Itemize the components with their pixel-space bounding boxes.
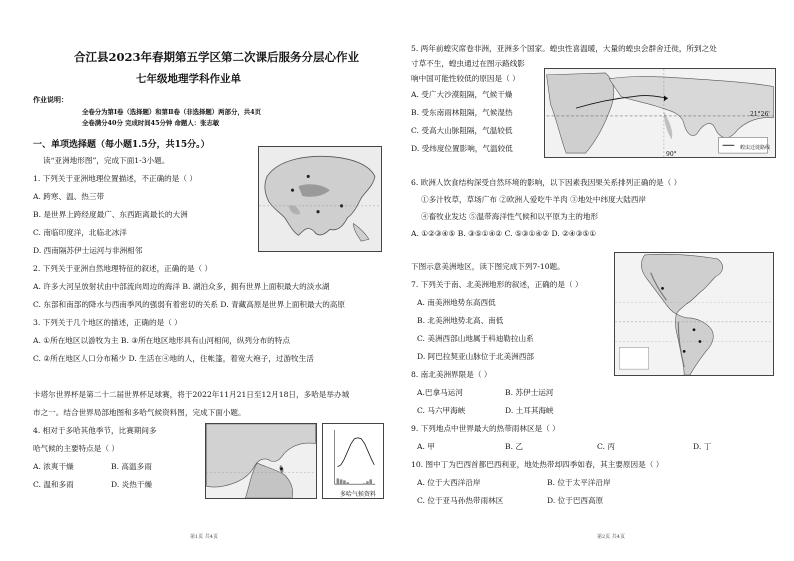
q7-option-c: C. 美洲西部山地属于科迪勒拉山系 xyxy=(417,334,534,343)
page-1-footer: 第1页 共4页 xyxy=(190,534,218,540)
exam-subtitle: 七年级地理学科作业单 xyxy=(136,73,241,85)
question-9: 9. 下列地点中世界最大的热带雨林区是（ ） xyxy=(411,424,560,433)
q8-option-d: D. 土耳其海峡 xyxy=(505,406,554,415)
qatar-paragraph-line-2: 市之一。结合世界局部地图和多哈气候资料图，完成下面小题。 xyxy=(33,408,246,417)
map5-longitude-label: 90° xyxy=(666,151,677,158)
q10-option-c: C. 位于亚马孙热带雨林区 xyxy=(417,496,504,505)
q5-option-c: C. 受高大山脉阻隔，气温较低 xyxy=(411,126,513,135)
q9-option-a: A. 甲 xyxy=(417,442,435,451)
instructions-line-1: 全卷分为第Ⅰ卷（选择题）和第Ⅱ卷（非选择题）两部分，共4页 xyxy=(82,108,261,116)
q2-options-ab: A. 许多大河呈放射状由中部流向周边的海洋 B. 湖泊众多，拥有世界上面积最大的淡水湖 xyxy=(33,282,330,291)
q4-option-c: C. 温和多雨 xyxy=(33,480,74,489)
qatar-paragraph-line-1: 卡塔尔世界杯是第二十二届世界杯足球赛，将于2022年11月21日至12月18日，多哈是举办城 xyxy=(33,390,350,399)
q8-option-a: A.巴拿马运河 xyxy=(417,388,463,397)
climate-chart-caption: 多哈气候资料 xyxy=(340,491,377,498)
exam-title: 合江县2023年春期第五学区第二次课后服务分层心作业 xyxy=(74,50,360,64)
q5-option-b: B. 受东南雨林阻隔，气候湿热 xyxy=(411,108,513,117)
q4-option-d: D. 炎热干燥 xyxy=(111,480,153,489)
q10-option-a: A. 位于大西洋沿岸 xyxy=(417,478,481,487)
middle-east-map-drawing xyxy=(206,424,316,498)
q7-option-a: A. 南美洲地势东高西低 xyxy=(417,298,496,307)
question-4: 4. 相对于多哈其他季节，比赛期间多 xyxy=(33,426,157,435)
q10-option-d: D. 位于巴西高原 xyxy=(547,496,604,505)
intro-q7-10: 下图示意美洲地区，读下图完成下列7-10题。 xyxy=(411,262,565,271)
americas-map-drawing xyxy=(615,253,773,375)
doha-climate-chart xyxy=(322,423,384,499)
q1-option-c: C. 南临印度洋，北临北冰洋 xyxy=(33,228,127,237)
question-3: 3. 下列关于几个地区的描述，正确的是（ ） xyxy=(33,318,182,327)
q6-options: A. ①②③④⑤ B. ③⑤①④② C. ⑤③①④② D. ②④③⑤① xyxy=(411,229,597,238)
q9-option-c: C. 丙 xyxy=(597,442,615,451)
intro-q1-3: 读“亚洲地形图”，完成下面1-3小题。 xyxy=(43,156,170,165)
q6-statements-1: ①多汁牧草，草场广布 ②欧洲人爱吃牛羊肉 ③地处中纬度大陆西岸 xyxy=(421,195,647,204)
q5-option-a: A. 受广大沙漠阻隔，气候干燥 xyxy=(411,90,513,99)
asia-map xyxy=(258,146,382,252)
americas-map xyxy=(614,252,774,376)
question-5-line-1: 5. 两年前蝗灾席卷非洲，亚洲多个国家。蝗虫性喜温暖，大量的蝗虫会群舍迁徙，所到之处 xyxy=(411,44,717,53)
question-2: 2. 下列关于亚洲自然地理特征的叙述，正确的是（ ） xyxy=(33,264,213,273)
section-1-heading: 一、单项选择题（每小题1.5分，共15分。） xyxy=(33,140,210,150)
q3-options-ab: A. ①所在地区以游牧为主 B. ③所在地区地形具有山河相间，纵列分布的特点 xyxy=(33,336,290,345)
q10-option-b: B. 位于太平洋沿岸 xyxy=(547,478,611,487)
q9-option-b: B. 乙 xyxy=(505,442,524,451)
q4-option-b: B. 高温多雨 xyxy=(111,462,152,471)
q3-options-cd: C. ②所在地区人口分布稀少 D. 生活在④地的人，住帐篷，着宽大袍子，过游牧生活 xyxy=(33,354,314,363)
q9-option-d: D. 丁 xyxy=(693,442,712,451)
q6-statements-2: ④畜牧业发达 ⑤温带海洋性气候和以平原为主的地形 xyxy=(421,212,599,221)
q8-option-b: B. 苏伊士运河 xyxy=(505,388,554,397)
page-2 xyxy=(397,0,794,561)
question-10: 10. 图中丁为巴西首都巴西利亚，地处热带却四季如春，其主要原因是（ ） xyxy=(411,460,664,469)
q7-option-b: B. 北美洲地势北高、南低 xyxy=(417,316,504,325)
q2-options-cd: C. 东部和南部的降水与西南季风的强弱有着密切的关系 D. 青藏高原是世界上面积最大的高原 xyxy=(33,300,345,309)
instructions-heading: 作业说明： xyxy=(33,95,68,104)
instructions-line-2: 全卷满分40分 完成时间45分钟 命题人：张志敏 xyxy=(82,119,220,127)
page-2-footer: 第2页 共4页 xyxy=(597,534,625,540)
q1-option-d: D. 西南隔苏伊士运河与非洲相邻 xyxy=(33,246,143,255)
question-1: 1. 下列关于亚洲地理位置描述，不正确的是（ ） xyxy=(33,174,197,183)
map5-legend-label: 蝗虫迁徙路线 xyxy=(740,145,771,151)
q5-option-d: D. 受纬度位置影响，气温较低 xyxy=(411,144,513,153)
question-7: 7. 下列关于南、北美洲地形的叙述，正确的是（ ） xyxy=(411,280,583,289)
doha-climate-chart-drawing xyxy=(323,424,383,498)
question-5-line-2: 寸草不生，蝗虫通过在图示路线影 xyxy=(411,59,525,68)
middle-east-map xyxy=(205,423,317,499)
q7-option-d: D. 阿巴拉契亚山脉位于北美洲西部 xyxy=(417,352,534,361)
question-6: 6. 欧洲人饮食结构深受自然环境的影响，以下因素我因果关系排列正确的是（ ） xyxy=(411,178,682,187)
q1-option-b: B. 是世界上跨经度最广、东西距离最长的大洲 xyxy=(33,210,188,219)
question-8: 8. 南北美洲界限是（ ） xyxy=(411,370,492,379)
q4-option-a: A. 浓爽干燥 xyxy=(33,462,74,471)
map5-latitude-label: 21°26' xyxy=(750,111,770,118)
q1-option-a: A. 跨寒、温、热三带 xyxy=(33,192,105,201)
question-5-line-3: 响中国可能性较低的原因是（ ） xyxy=(411,74,520,83)
asia-map-drawing xyxy=(259,147,381,251)
q8-option-c: C. 马六甲海峡 xyxy=(417,406,466,415)
question-4-cont: 哈气候的主要特点是（ ） xyxy=(33,444,119,453)
